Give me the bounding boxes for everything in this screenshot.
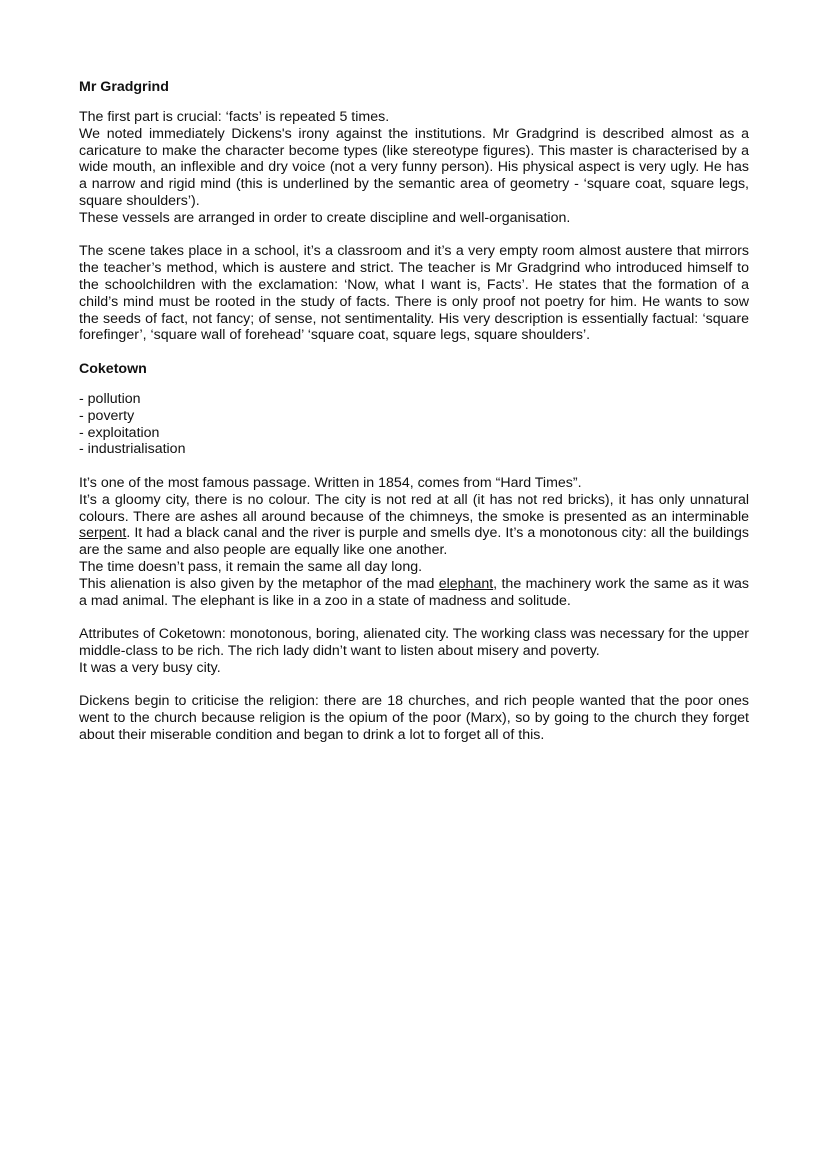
list-item: - industrialisation	[79, 441, 186, 458]
list-item: - exploitation	[79, 424, 160, 441]
paragraph-line: The time doesn’t pass, it remain the same all day long.	[79, 558, 423, 575]
list-item: - pollution	[79, 390, 141, 407]
text-run: It’s a gloomy city, there is no colour. The city is not red at all (it has not red bricks), it has only unnatural colours. There are ashes all around because of the chimneys, the smoke is presented as an interminable	[79, 491, 749, 525]
section-heading-coketown: Coketown	[79, 360, 147, 377]
list-item: - poverty	[79, 407, 135, 424]
paragraph-coketown-religion: Dickens begin to criticise the religion: there are 18 churches, and rich people wanted that the poor ones went to the church because religion is the opium of the poor (Marx), so by going to the church they forget about their miserable condition and began to drink a lot to forget all of this.	[79, 693, 749, 743]
paragraph-line: These vessels are arranged in order to create discipline and well-organisation.	[79, 209, 571, 226]
paragraph-gap	[79, 227, 749, 244]
paragraph-line: The first part is crucial: ‘facts’ is repeated 5 times.	[79, 109, 390, 125]
paragraph-gap	[79, 458, 749, 475]
paragraph-coketown-attributes	[79, 626, 749, 676]
paragraph-line: We noted immediately Dickens's irony against the institutions. Mr Gradgrind is described almost as a caricature to make the character become types (like stereotype figures). This master is characterised by a wide mouth, an inflexible and dry voice (not a very funny person). His physical aspect is very ugly. He has a narrow and rigid mind (this is underlined by the semantic area of geometry - ‘square coat, square legs, square shoulders’).	[79, 125, 749, 209]
paragraph-gap	[79, 609, 749, 626]
paragraph-gradgrind-intro	[79, 109, 749, 227]
underlined-word-elephant: elephant	[438, 575, 494, 592]
paragraph-line: It’s one of the most famous passage. Written in 1854, comes from “Hard Times”.	[79, 474, 582, 491]
paragraph-gap	[79, 344, 749, 361]
paragraph-line: It was a very busy city.	[79, 659, 221, 676]
paragraph-line	[79, 576, 749, 610]
paragraph-gap	[79, 677, 749, 694]
text-run: This alienation is also given by the metaphor of the mad	[79, 575, 439, 592]
paragraph-line	[79, 492, 749, 559]
section-heading-gradgrind: Mr Gradgrind	[79, 79, 169, 95]
text-run: , the machinery work the same as it was a mad animal. The elephant is like in a zoo in a state of madness and solitude.	[79, 575, 750, 609]
document-page	[79, 79, 749, 744]
coketown-themes-list	[79, 391, 749, 458]
paragraph-line: Attributes of Coketown: monotonous, boring, alienated city. The working class was necessary for the upper middle-class to be rich. The rich lady didn’t want to listen about misery and poverty.	[79, 626, 749, 659]
text-run: . It had a black canal and the river is purple and smells dye. It’s a monotonous city: all the buildings are the same and also people are equally like one another.	[79, 525, 749, 559]
underlined-word-serpent: serpent	[79, 525, 127, 542]
paragraph-gradgrind-scene: The scene takes place in a school, it’s a classroom and it’s a very empty room almost austere that mirrors the teacher’s method, which is austere and strict. The teacher is Mr Gradgrind who introduced himself to the schoolchildren with the exclamation: ‘Now, what I want is, Facts’. He states that the formation of a child’s mind must be rooted in the study of facts. There is only proof not poetry for him. He wants to sow the seeds of fact, not fancy; of sense, not sentimentality. His very description is essentially factual: ‘square forefinger’, ‘square wall of forehead’ ‘square coat, square legs, square shoulders’.	[79, 243, 749, 344]
paragraph-coketown-description	[79, 475, 749, 609]
